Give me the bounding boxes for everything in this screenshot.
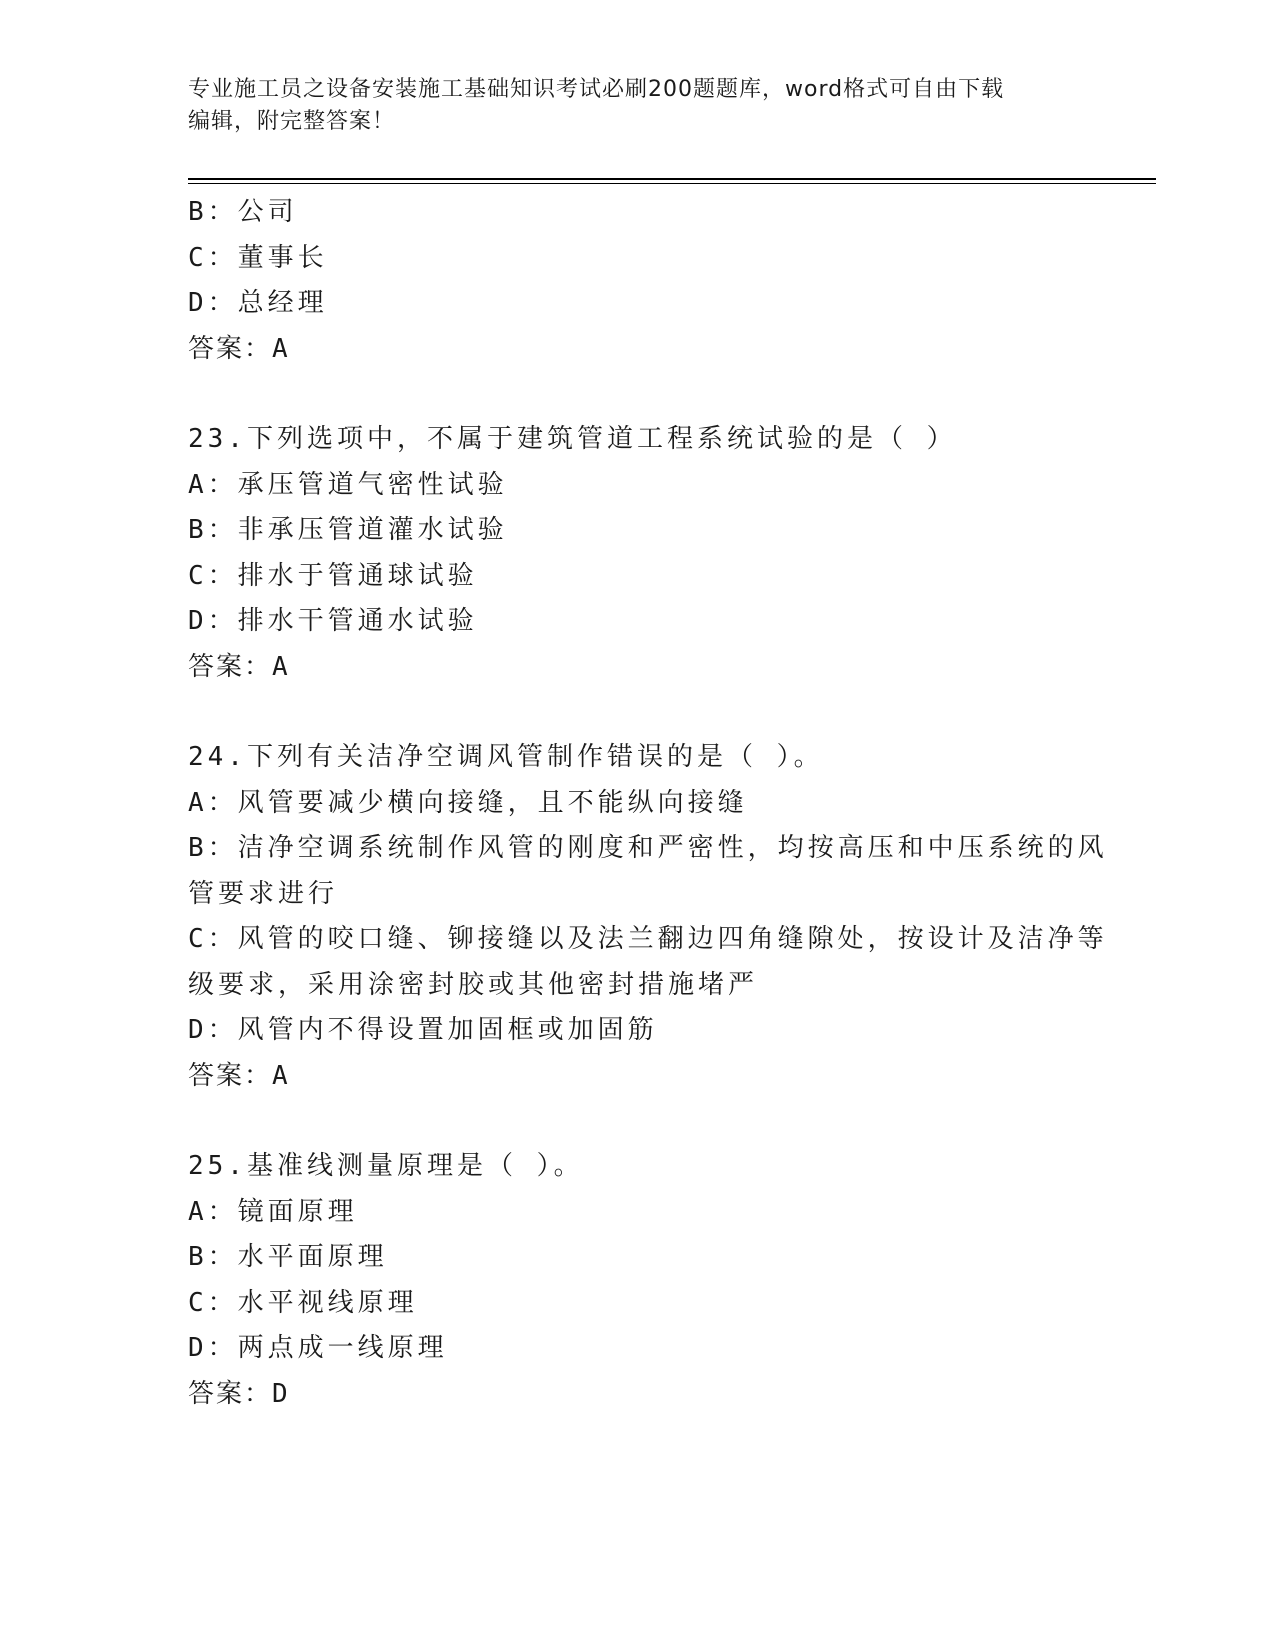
answer-line: [188, 1372, 1088, 1418]
option-b: B：水平面原理: [188, 1242, 388, 1272]
question-stem: 25.基准线测量原理是（ ）。: [188, 1151, 584, 1181]
answer-line: [188, 645, 1088, 691]
spacer: [188, 690, 1088, 735]
question-24: [188, 735, 1108, 1099]
answer-label: 答案：: [188, 333, 273, 364]
page-header: [188, 74, 1088, 138]
option-c-line-1: C：风管的咬口缝、铆接缝以及法兰翻边四角缝隙处，按设计及洁净等: [188, 924, 1108, 954]
option-a: A：风管要减少横向接缝，且不能纵向接缝: [188, 787, 748, 818]
option-d: D：总经理: [188, 288, 328, 318]
option-c-line-2: 级要求，采用涂密封胶或其他密封措施堵严: [188, 969, 759, 1000]
question-stem: 24.下列有关洁净空调风管制作错误的是（ ）。: [188, 742, 824, 772]
answer-value: A: [272, 1060, 290, 1091]
question-stem: 23.下列选项中，不属于建筑管道工程系统试验的是（ ）: [188, 424, 957, 454]
answer-value: D: [272, 1378, 290, 1409]
question-22-tail: [188, 190, 1088, 372]
option-d: D：风管内不得设置加固框或加固筋: [188, 1015, 658, 1045]
spacer: [188, 1099, 1088, 1144]
header-title-line-1: 专业施工员之设备安装施工基础知识考试必刷200题题库，word格式可自由下载: [188, 77, 1005, 102]
answer-line: [188, 1054, 1088, 1100]
option-d: D：排水干管通水试验: [188, 606, 478, 636]
header-divider-thin: [188, 183, 1156, 184]
option-b-line-2: 管要求进行: [188, 878, 339, 909]
answer-value: A: [272, 333, 290, 364]
question-23: [188, 417, 1088, 690]
option-c: C：排水于管通球试验: [188, 560, 478, 591]
question-list: [188, 190, 1108, 1417]
option-c: C：董事长: [188, 242, 328, 273]
answer-label: 答案：: [188, 1060, 273, 1091]
answer-value: A: [272, 651, 290, 682]
option-b: B：非承压管道灌水试验: [188, 515, 508, 545]
option-c: C：水平视线原理: [188, 1287, 418, 1318]
option-a: A：镜面原理: [188, 1196, 358, 1227]
answer-line: [188, 327, 1088, 373]
question-25: [188, 1144, 1088, 1417]
header-divider-thick: [188, 178, 1156, 180]
answer-label: 答案：: [188, 651, 273, 682]
header-title-line-2: 编辑，附完整答案！: [188, 109, 396, 134]
option-b: B：公司: [188, 197, 298, 227]
answer-label: 答案：: [188, 1378, 273, 1409]
spacer: [188, 372, 1088, 417]
option-a: A：承压管道气密性试验: [188, 469, 508, 500]
option-b-line-1: B：洁净空调系统制作风管的刚度和严密性，均按高压和中压系统的风: [188, 833, 1108, 863]
option-d: D：两点成一线原理: [188, 1333, 448, 1363]
